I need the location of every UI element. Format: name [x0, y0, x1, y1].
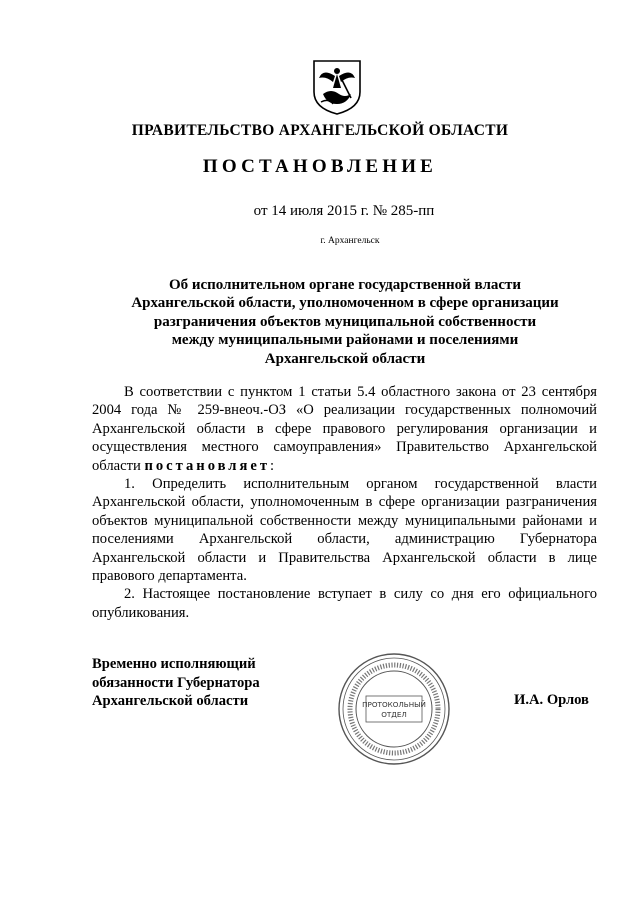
signature-title-line: Архангельской области: [92, 693, 249, 710]
title-line: Архангельской области: [264, 350, 426, 367]
decree-colon: :: [270, 457, 275, 474]
clause-1-paragraph: 1. Определить исполнительным органом государственной власти Архангельской области, уполномоченным в сфере организации разграничения объектов муниципальной собственности между муниципальными районами и поселениями Архангельской области, администрацию Губернатора Архангельской области и Правительства Архангельской области в лице правового департамента.: [92, 476, 597, 585]
official-stamp: [336, 651, 452, 767]
signer-name: И.А. Орлов: [514, 692, 589, 708]
signature-title-line: Временно исполняющий: [92, 656, 256, 672]
preamble-text: В соответствии с пунктом 1 статьи 5.4 областного закона от 23 сентября 2004 года № 259-внеоч.-ОЗ «О реализации государственных полномочий Архангельской области в сфере правового регулирования организации и осуществления местного самоуправления» Правительство Архангельской области: [92, 384, 597, 474]
document-dateline: от 14 июля 2015 г. № 285-пп: [253, 203, 435, 219]
document-city: г. Архангельск: [320, 236, 380, 246]
decree-word: постановляет: [144, 457, 271, 474]
title-line: Об исполнительном органе государственной власти: [168, 277, 522, 293]
document-body: [92, 383, 597, 622]
coat-of-arms-emblem: [311, 58, 363, 116]
title-line: разграничения объектов муниципальной собственности: [153, 313, 537, 330]
title-line: Архангельской области, уполномоченном в сфере организации: [131, 295, 559, 312]
signature-title-line: обязанности Губернатора: [92, 674, 260, 691]
stamp-line-1: ПРОТОКОЛЬНЫЙ: [362, 700, 426, 709]
clause-2-paragraph: 2. Настоящее постановление вступает в силу со дня его официального опубликования.: [92, 586, 597, 621]
government-name: ПРАВИТЕЛЬСТВО АРХАНГЕЛЬСКОЙ ОБЛАСТИ: [131, 122, 509, 139]
signature-block: [92, 655, 260, 711]
stamp-line-2: ОТДЕЛ: [381, 710, 407, 719]
document-title: [80, 276, 610, 368]
title-line: между муниципальными районами и поселениями: [171, 332, 519, 349]
document-type-heading: ПОСТАНОВЛЕНИЕ: [202, 156, 438, 177]
preamble-paragraph: [92, 383, 597, 475]
